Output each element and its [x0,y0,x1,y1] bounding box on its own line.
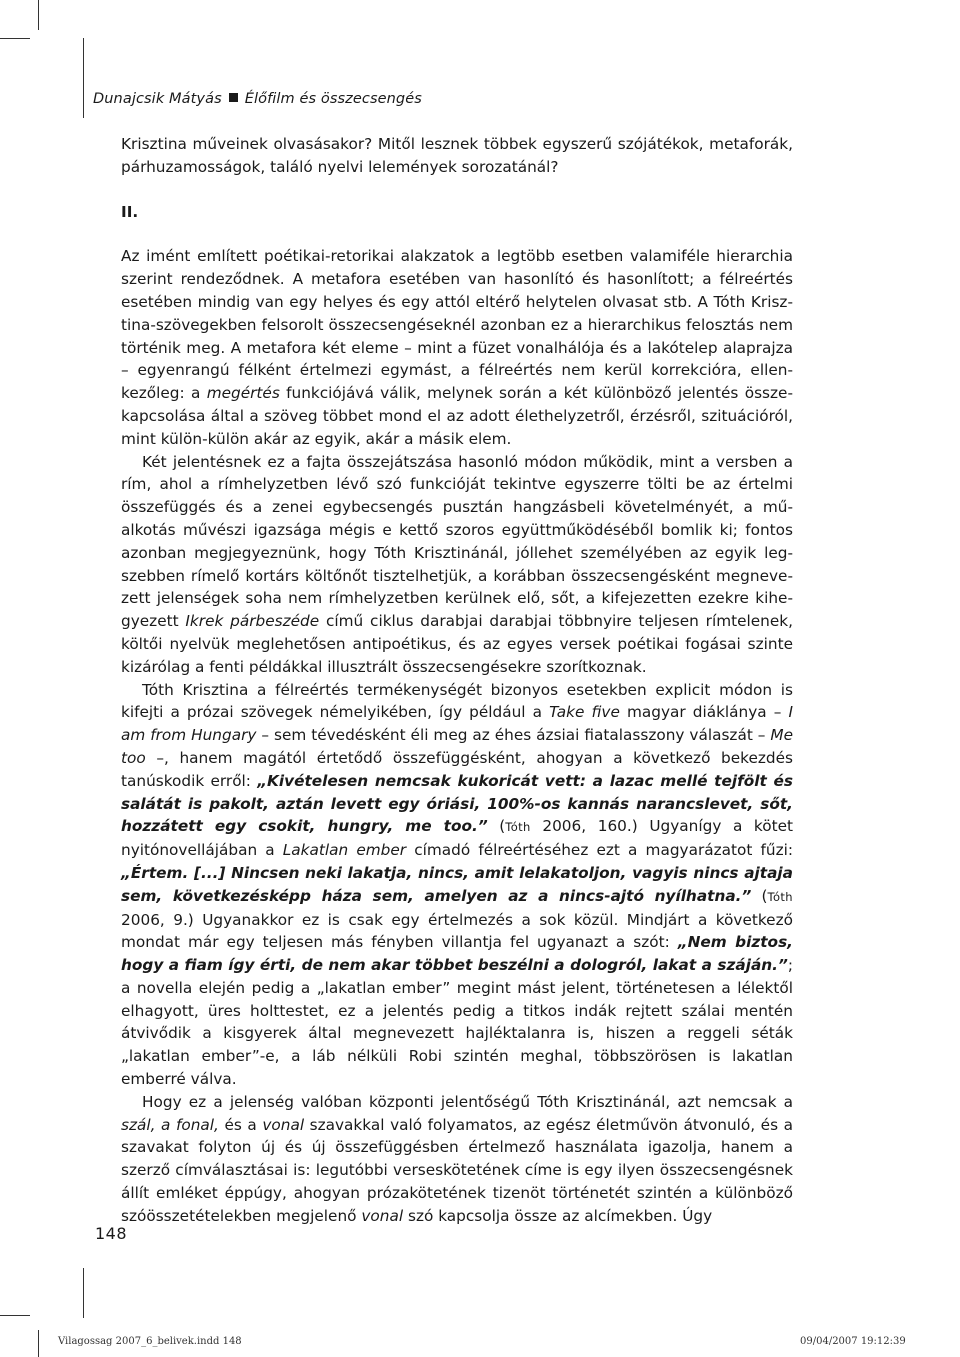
page-number: 148 [95,1224,128,1243]
header-separator-icon [229,93,238,102]
header-author: Dunajcsik Mátyás [93,91,222,107]
running-header [93,91,422,107]
printer-slug-file: Vilagossag 2007_6_belivek.indd 148 [58,1336,242,1347]
crop-mark [0,1315,30,1316]
crop-mark [38,1330,39,1357]
paragraph: Tóth Krisztina a félreértés termékenységét bizonyos esetekben explicit módon is kifejti a prózai szövegek némelyikében, így például a Take five magyar diáklánya – I am from Hungary – sem tévedésként éli meg az éhes ázsiai fiatalasszony válaszát – Me too –, hanem magától értetődő összefüggésként, ahogyan a következő bekezdés tanúskodik erről: „Kivételesen nemcsak kukoricát vett: a lazac mellé tejfölt és salátát is pakolt, aztán levett egy óriási, 100%-os kannás narancslevet, sőt, hozzátett egy csokit, hungry, me too.” (Tóth 2006, 160.) Ugyanígy a kötet nyitónovellájában a Lakatlan ember címadó félreértéséhez ezt a magyarázatot fűzi: „Értem. [...] Nincsen neki lakatja, nincs, amit lelakatoljon, vagyis nincs ajtaja sem, következésképp háza sem, amelyen az a nincs-ajtó nyílhatna.” (Tóth 2006, 9.) Ugyanakkor ez is csak egy értelmezés a sok közül. Mindjárt a következő mondat már egy teljesen más fényben villantja fel ugyanazt a szót: „Nem biztos, hogy a fiam így érti, de nem akar többet beszélni a dologról, lakat a száján.”; a novella elején pedig a „lakatlan ember” megint mást jelent, történetesen a lélektől elhagyott, üres holttestet, ez a jelentés pedig a titkos indák rejtett szálai mentén átvivődik a kisgyerek által megnevezett hajléktalanra is, hiszen a reggeli séták „lakatlan ember”-e, a láb nélküli Robi szintén meghal, többszörösen is lakatlan emberré válva. [121,680,794,1089]
header-title: Élőfilm és összecsengés [244,91,422,107]
paragraph: Az imént említett poétikai-retorikai alakzatok a legtöbb esetben valamiféle hierarchia szerint rendeződnek. A metafora esetében van hasonlító és hasonlított; a félreértés esetében mindig van egy helyes és egy attól eltérő helytelen olvasat stb. A Tóth Krisztina-szövegekben felsorolt összecsengéseknél azonban ez a hierarchikus felosztás nem történik meg. A metafora két eleme – mint a füzet vonalhálója és a lakótelep alaprajza – egyenrangú félként értelmezi egymást, a félreértés nem kerül korrekcióra, ellenkezőleg: a megértés funkciójává válik, melynek során a két különböző jelentés összekapcsolása által a szöveg többet mond el az adott élethelyzetről, érzésről, szituációról, mint külön-külön akár az egyik, akár a másik elem. [121,247,793,448]
paragraph: Hogy ez a jelenség valóban központi jelentőségű Tóth Krisztinánál, azt nemcsak a szál, a fonal, és a vonal szavakkal való folyamatos, az egész életművön átvonuló, és a szavakat folyton új és új összefüggésben értelmező használata igazolja, hanem a szerző címválasztásai is: legutóbbi verseskötetének címe is egy ilyen összecsengésnek állít emléket éppúgy, ahogyan prózakötetének tizenöt történetét szintén a különböző szóösszetételekben megjelenő vonal szó kapcsolja össze az alcímekben. Úgy [121,1092,793,1225]
paragraph: Két jelentésnek ez a fajta összejátszása hasonló módon működik, mint a versben a rím, ahol a rímhelyzetben lévő szó funkcióját tekintve egyszerre tölti be az értelmi összefüggés és a zenei egybecsengés pusztán hangzásbeli követelményét, a műalkotás művészi igazsága mégis e kettő szoros együttműködéséből bomlik ki; fontos azonban megjegyeznünk, hogy Tóth Krisztinánál, jóllehet személyében az egyik legszebben rímelő kortárs költőnőt tisztelhetjük, a korábban összecsengésként megnevezett jelenségek soha nem rímhelyzetben kerülnek elő, sőt, a kifejezetten ezekre kihegyezett Ikrek párbeszéde című ciklus darabjai darabjai többnyire teljesen rímtelenek, költői nyelvük meglehetősen antipoétikus, és az egyes versek poétikai fogásai szinte kizárólag a fenti példákkal illusztrált összecsengésekre szorítkoznak. [121,452,793,676]
printer-slug-timestamp: 09/04/2007 19:12:39 [800,1336,906,1347]
crop-mark [0,38,30,39]
paragraph: Krisztina műveinek olvasásakor? Mitől lesznek többek egyszerű szójátékok, metaforák, párhuzamosságok, találó nyelvi lelemények sorozatánál? [121,135,793,176]
crop-mark [38,0,39,30]
crop-mark [83,1268,84,1318]
article-body [121,133,793,1228]
section-heading: II. [121,202,139,221]
crop-mark [83,38,84,118]
